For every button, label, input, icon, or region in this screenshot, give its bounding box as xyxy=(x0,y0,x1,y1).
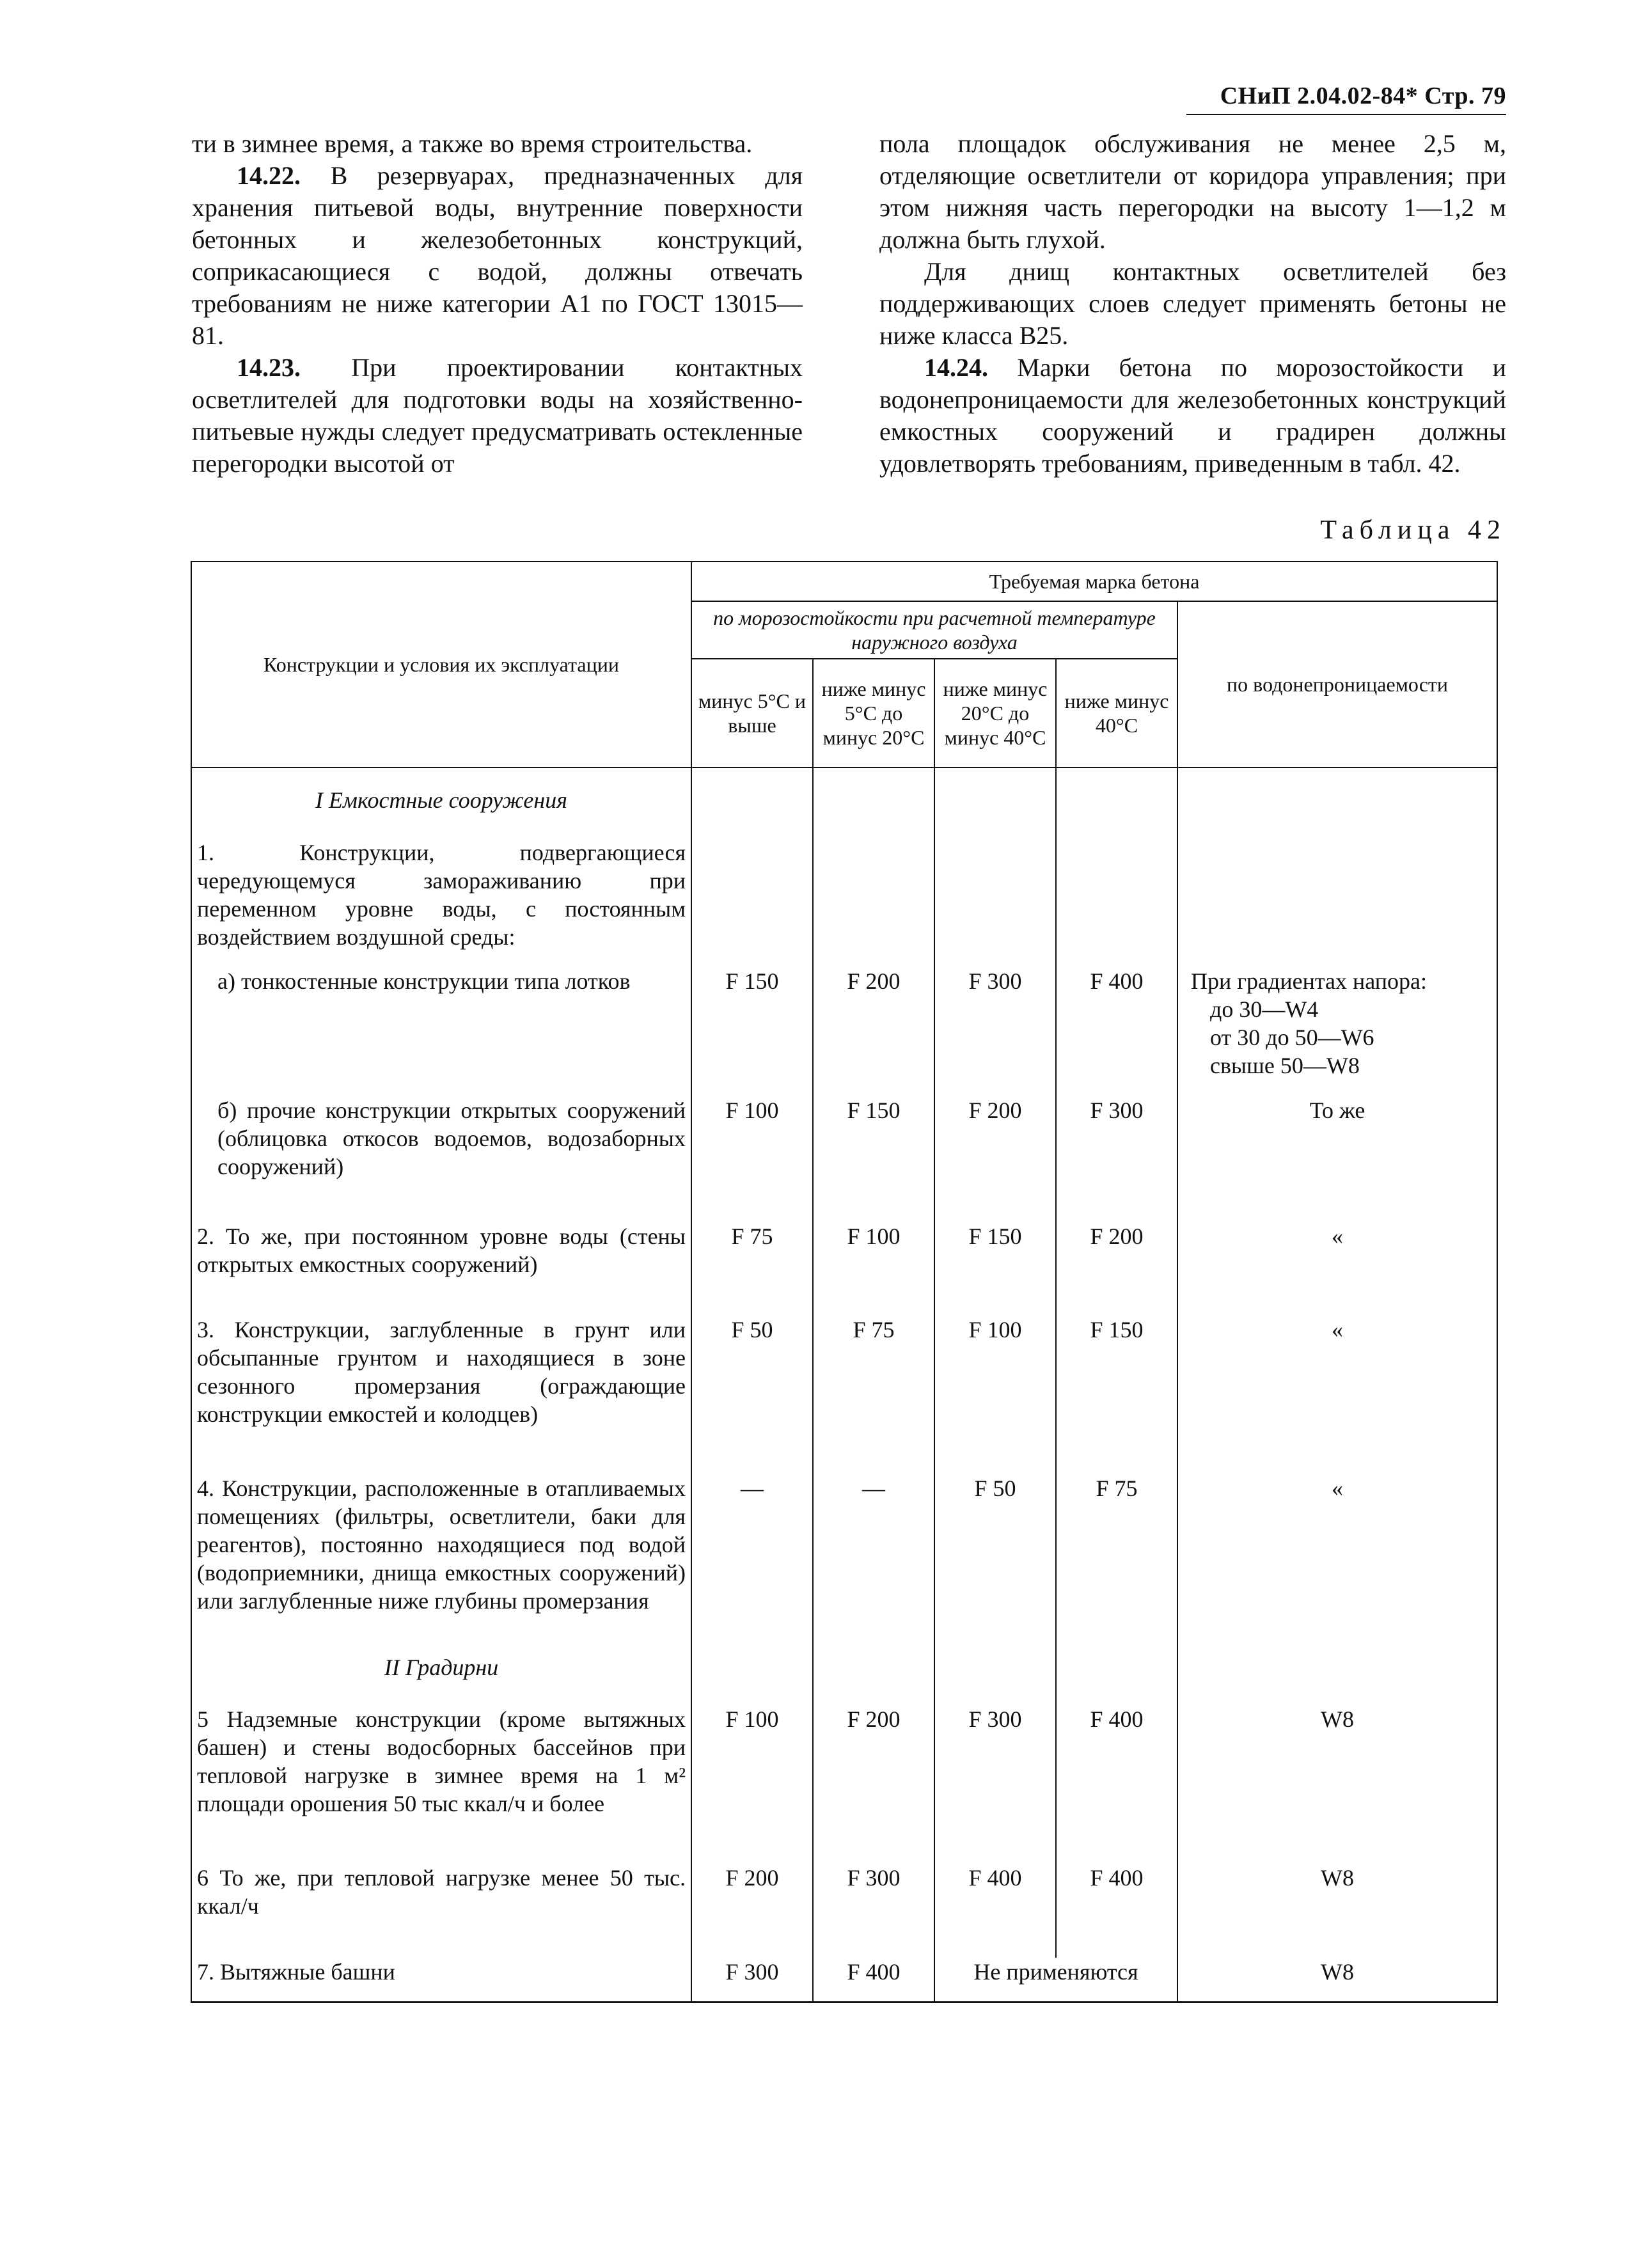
cell-value: F 75 xyxy=(691,1222,813,1287)
cell-value: F 200 xyxy=(934,1096,1056,1193)
cell-value: F 200 xyxy=(691,1864,813,1928)
cell-water: « xyxy=(1177,1474,1497,1635)
row-label: 7. Вытяжные башни xyxy=(191,1958,691,2003)
cell-value: F 200 xyxy=(1056,1222,1177,1287)
cell-value: F 400 xyxy=(813,1958,934,2003)
paragraph: пола площадок обслуживания не менее 2,5 м, отделяющие осветлители от коридора управления; при этом нижняя часть перегородки на высоту 1—1,2 м должна быть глухой. xyxy=(879,129,1506,254)
row-label: 5 Надземные конструкции (кроме вытяжных башен) и стены водосборных бассейнов при тепловой нагрузке в зимнее время на 1 м² площади орошения 50 тыс ккал/ч и более xyxy=(191,1705,691,1834)
cell-value: F 50 xyxy=(934,1474,1056,1635)
table-row xyxy=(191,1474,1497,1635)
cell-water: « xyxy=(1177,1222,1497,1287)
paragraph: ти в зимнее время, а также во время строительства. xyxy=(192,129,753,158)
gradient-line: При градиентах напора: xyxy=(1191,968,1427,995)
cell-value: F 150 xyxy=(1056,1316,1177,1444)
cell-value: F 150 xyxy=(813,1096,934,1193)
right-text-column xyxy=(879,128,1506,480)
table-section-row xyxy=(191,767,1497,838)
cell-value: F 300 xyxy=(691,1958,813,2003)
table-row xyxy=(191,1222,1497,1287)
cell-value: F 100 xyxy=(934,1316,1056,1444)
section-title: I Емкостные сооружения xyxy=(191,767,691,838)
cell-water: То же xyxy=(1177,1096,1497,1193)
header-temp-2: ниже минус 5°С до минус 20°С xyxy=(813,659,934,767)
row-label: 2. То же, при постоянном уровне воды (стены открытых емкостных сооружений) xyxy=(191,1222,691,1287)
cell-value: F 100 xyxy=(691,1705,813,1834)
header-water-resistance: по водонепроницаемости xyxy=(1177,601,1497,767)
cell-value: F 150 xyxy=(934,1222,1056,1287)
cell-water: « xyxy=(1177,1316,1497,1444)
cell-value: F 50 xyxy=(691,1316,813,1444)
table-row xyxy=(191,1096,1497,1193)
section-title: II Градирни xyxy=(191,1635,691,1706)
clause-text: При проектировании контактных осветлителей для подготовки воды на хозяйственно-питьевые нужды следует предусматривать остекленные перегородки высотой от xyxy=(192,353,803,478)
cell-value: — xyxy=(813,1474,934,1635)
cell-value: F 75 xyxy=(1056,1474,1177,1635)
header-temp-3: ниже минус 20°С до минус 40°С xyxy=(934,659,1056,767)
clause-text: Марки бетона по морозостойкости и водонепроницаемости для железобетонных конструкций емкостных сооружений и градирен должны удовлетворять требованиям, приведенным в табл. 42. xyxy=(879,353,1506,478)
cell-value: F 75 xyxy=(813,1316,934,1444)
cell-value: F 100 xyxy=(813,1222,934,1287)
row-label: 4. Конструкции, расположенные в отапливаемых помещениях (фильтры, осветлители, баки для реагентов), постоянно находящиеся под водой (водоприемники, днища емкостных сооружений) или заглубленные ниже глубины промерзания xyxy=(191,1474,691,1635)
paragraph-14-24 xyxy=(879,352,1506,480)
cell-value: F 300 xyxy=(1056,1096,1177,1193)
row-label: а) тонкостенные конструкции типа лотков xyxy=(191,967,691,1096)
concrete-grade-table xyxy=(191,561,1498,2003)
table-row xyxy=(191,1316,1497,1444)
table-section-row xyxy=(191,1635,1497,1706)
row-label: 6 То же, при тепловой нагрузке менее 50 тыс. ккал/ч xyxy=(191,1864,691,1928)
cell-value: F 200 xyxy=(813,1705,934,1834)
table-row xyxy=(191,1958,1497,2003)
table-row xyxy=(191,967,1497,1096)
document-reference: СНиП 2.04.02-84* Стр. 79 xyxy=(1186,82,1506,115)
row-label: 3. Конструкции, заглубленные в грунт или обсыпанные грунтом и находящиеся в зоне сезонного промерзания (ограждающие конструкции емкостей и колодцев) xyxy=(191,1316,691,1444)
gradient-line: свыше 50—W8 xyxy=(1210,1053,1360,1079)
cell-value: F 400 xyxy=(934,1864,1056,1928)
cell-water: W8 xyxy=(1177,1958,1497,2003)
row-label: 1. Конструкции, подвергающиеся чередующемуся замораживанию при переменном уровне воды, с постоянным воздействием воздушной среды: xyxy=(191,838,691,967)
paragraph: Для днищ контактных осветлителей без поддерживающих слоев следует применять бетоны не ниже класса В25. xyxy=(879,257,1506,350)
gradient-line: от 30 до 50—W6 xyxy=(1210,1025,1374,1051)
cell-not-applicable: Не применяются xyxy=(934,1958,1177,2003)
left-text-column xyxy=(192,128,803,480)
clause-text: В резервуарах, предназначенных для хранения питьевой воды, внутренние поверхности бетонных и железобетонных конструкций, соприкасающиеся с водой, должны отвечать требованиям не ниже категории А1 по ГОСТ 13015—81. xyxy=(192,161,803,350)
header-required-grade: Требуемая марка бетона xyxy=(691,562,1497,601)
table-caption: Таблица 42 xyxy=(1320,516,1506,545)
cell-value: F 150 xyxy=(691,967,813,1096)
clause-number: 14.23. xyxy=(237,353,301,382)
cell-value: F 300 xyxy=(934,1705,1056,1834)
table-row xyxy=(191,838,1497,967)
cell-value: F 400 xyxy=(1056,1864,1177,1928)
row-label: б) прочие конструкции открытых сооружений (облицовка откосов водоемов, водозаборных сооружений) xyxy=(191,1096,691,1193)
clause-number: 14.22. xyxy=(237,161,301,190)
gradient-line: до 30—W4 xyxy=(1210,996,1319,1023)
cell-value: F 300 xyxy=(934,967,1056,1096)
paragraph-14-23 xyxy=(192,352,803,480)
table-row xyxy=(191,1705,1497,1834)
cell-value: F 200 xyxy=(813,967,934,1096)
table-header-row xyxy=(191,562,1497,601)
header-frost-resistance: по морозостойкости при расчетной температуре наружного воздуха xyxy=(691,601,1177,659)
cell-value: F 300 xyxy=(813,1864,934,1928)
header-constructions: Конструкции и условия их эксплуатации xyxy=(191,562,691,767)
header-temp-1: минус 5°С и выше xyxy=(691,659,813,767)
cell-value: — xyxy=(691,1474,813,1635)
header-temp-4: ниже минус 40°С xyxy=(1056,659,1177,767)
paragraph-14-22 xyxy=(192,160,803,352)
cell-value: F 400 xyxy=(1056,1705,1177,1834)
table-row xyxy=(191,1864,1497,1928)
cell-water-gradients xyxy=(1177,967,1497,1096)
cell-value: F 100 xyxy=(691,1096,813,1193)
clause-number: 14.24. xyxy=(924,353,988,382)
cell-value: F 400 xyxy=(1056,967,1177,1096)
cell-water: W8 xyxy=(1177,1705,1497,1834)
cell-water: W8 xyxy=(1177,1864,1497,1928)
